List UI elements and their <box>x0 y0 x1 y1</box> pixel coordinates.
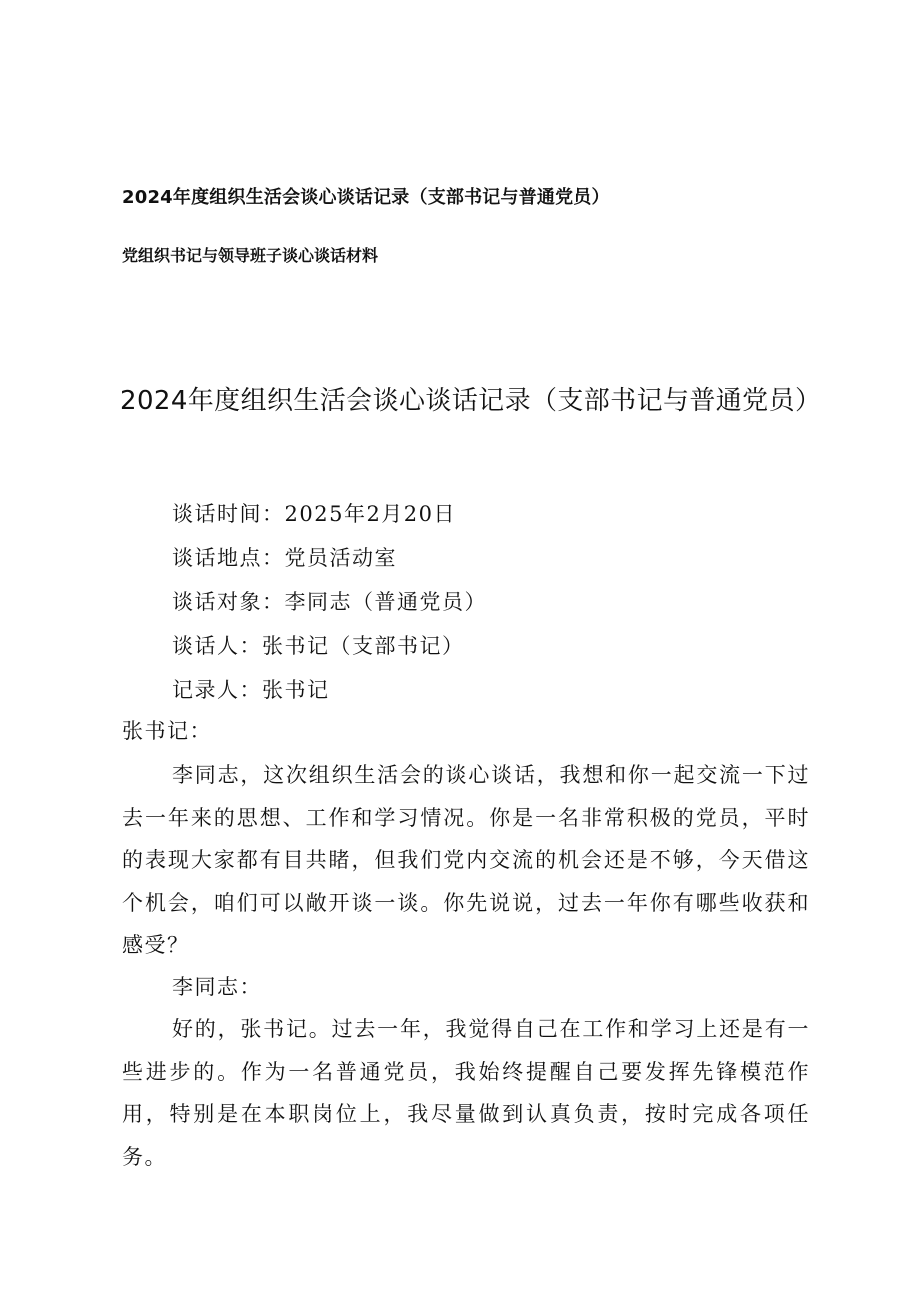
meeting-time: 谈话时间：2025年2月20日 <box>172 502 457 526</box>
meeting-speaker: 谈话人：张书记（支部书记） <box>172 634 465 658</box>
toc-item-material[interactable]: 党组织书记与领导班子谈心谈话材料 <box>122 246 379 265</box>
meeting-object: 谈话对象：李同志（普通党员） <box>172 590 487 614</box>
meeting-recorder: 记录人：张书记 <box>172 678 330 702</box>
dialogue-speaker: 张书记： <box>122 719 212 743</box>
toc-item-record[interactable]: 2024年度组织生活会谈心谈话记录（支部书记与普通党员） <box>122 187 610 208</box>
dialogue-speaker: 李同志： <box>172 975 262 999</box>
dialogue-paragraph: 李同志，这次组织生活会的谈心谈话，我想和你一起交流一下过去一年来的思想、工作和学习情况。你是一名非常积极的党员，平时的表现大家都有目共睹，但我们党内交流的机会还是不够，今天借这个机会，咱们可以敞开谈一谈。你先说说，过去一年你有哪些收获和感受？ <box>122 763 810 957</box>
meeting-info <box>172 492 487 712</box>
dialogue-paragraph: 好的，张书记。过去一年，我觉得自己在工作和学习上还是有一些进步的。作为一名普通党员，我始终提醒自己要发挥先锋模范作用，特别是在本职岗位上，我尽量做到认真负责，按时完成各项任务。 <box>122 1017 810 1169</box>
meeting-place: 谈话地点：党员活动室 <box>172 546 397 570</box>
document-title: 2024年度组织生活会谈心谈话记录（支部书记与普通党员） <box>120 386 822 417</box>
